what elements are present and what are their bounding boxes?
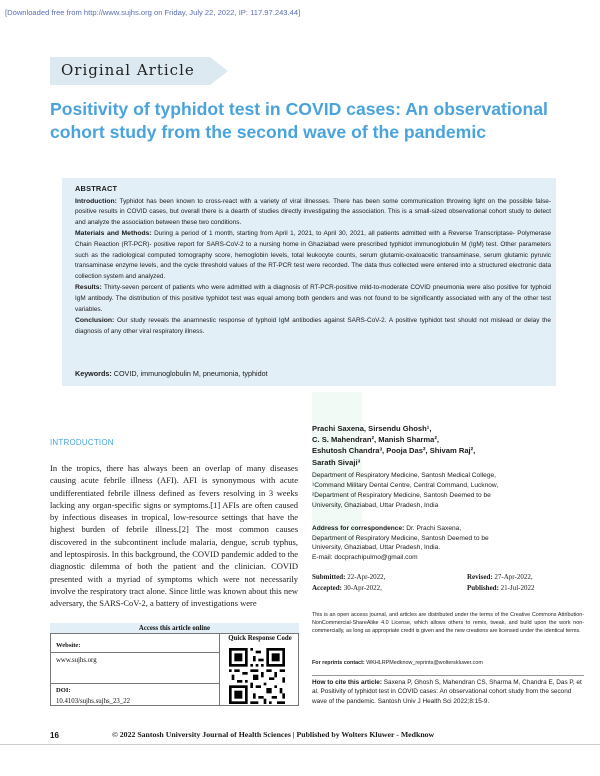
affiliation-line: Department of Respiratory Medicine, Santosh Medical College,: [312, 472, 496, 479]
author-line: Eshutosh Chandra³, Pooja Das², Shivam Raj²,: [312, 446, 476, 456]
website-label: Website:: [56, 642, 81, 649]
correspondence-email[interactable]: E-mail: docprachipulmo@gmail.com: [312, 553, 418, 561]
abstract-introduction-text: Typhidot has been known to cross-react with a variety of viral illnesses. There has been some communication throwing light on the possible false-positive results in COVID cases, but overall there is a dearth of studies directly investigating the association. This is a small-sized observational cohort study to detect and analyze the association between these two conditions.: [75, 197, 551, 226]
abstract-conclusion: [75, 316, 551, 337]
abstract-results-text: Thirty-seven percent of patients who were admitted with a diagnosis of RT-PCR-positive mild-to-moderate COVID pneumonia were also positive for typhoid IgM antibody. The distribution of this positive typhidot test was equal among both genders and was not found to be significantly associated with any of the other test variables.: [75, 284, 551, 313]
citation-label: How to cite this article:: [312, 679, 382, 686]
access-online-header: Access this article online: [50, 623, 299, 634]
doi-link[interactable]: 10.4103/sujhs.sujhs_23_22: [56, 698, 131, 705]
correspondence: [312, 524, 582, 562]
qr-code-label: Quick Response Code: [228, 635, 292, 642]
citation-text: Saxena P, Ghosh S, Mahendran CS, Sharma M, Chandra E, Das P, et al. Positivity of typhidot test in COVID cases: An observational cohort study from the second wave of the pandemic. Santosh Univ J Health Sci 2022;8:15-9.: [312, 679, 582, 705]
author-line: Prachi Saxena, Sirsendu Ghosh¹,: [312, 424, 432, 433]
divider: [219, 634, 220, 706]
article-title: Positivity of typhidot test in COVID cases: An observational cohort study from the second wave of the pandemic: [50, 99, 548, 142]
dates-row: [312, 572, 582, 583]
submitted-label: Submitted:: [312, 573, 346, 581]
submitted-date: [312, 572, 467, 583]
affiliations: [312, 471, 586, 511]
published-date: [467, 583, 535, 594]
affiliation-line: University, Ghaziabad, Uttar Pradesh, India: [312, 502, 439, 509]
divider: [50, 683, 219, 684]
introduction-heading: INTRODUCTION: [50, 438, 114, 447]
accepted-label: Accepted:: [312, 583, 342, 592]
reprints-email[interactable]: WKHLRPMedknow_reprints@wolterskluwer.com: [366, 660, 483, 666]
abstract-methods-label: Materials and Methods:: [75, 230, 152, 238]
abstract-heading: ABSTRACT: [75, 184, 118, 193]
website-link[interactable]: www.sujhs.org: [56, 657, 97, 664]
correspondence-name: Dr. Prachi Saxena,: [406, 525, 462, 532]
keywords-text: COVID, immunoglobulin M, pneumonia, typhidot: [113, 369, 268, 378]
download-banner: [Downloaded free from http://www.sujhs.org on Friday, July 22, 2022, IP: 117.97.243.44]: [5, 8, 301, 17]
keywords-label: Keywords:: [75, 369, 112, 378]
author-line: Sarath Sivaji³: [312, 457, 361, 467]
correspondence-label: Address for correspondence:: [312, 525, 405, 532]
footer-divider: [0, 744, 600, 745]
footer-copyright: © 2022 Santosh University Journal of Health Sciences | Published by Wolters Kluwer - Medknow: [112, 730, 435, 739]
revised-label: Revised:: [467, 573, 493, 581]
revised-date: [467, 572, 533, 583]
introduction-text: In the tropics, there has always been an overlap of many diseases causing acute febrile illness (AFI). AFI is synonymous with acute undifferentiated febrile illness defined as fevers resolving in 3 weeks lacking any organ-specific signs or symptoms.[1] AFIs are often caused by infectious diseases in tropical, low-resource settings that have the highest burden of febrile illness.[2] The most common causes discovered in the subcontinent include malaria, dengue, scrub typhus, and leptospirosis. In this background, the COVID pandemic added to the diagnostic dilemma of both the patient and the clinician. COVID presented with a myriad of symptoms which were not necessarily involve the respiratory tract alone. Since little was known about this new adversary, the SARS-CoV-2, a battery of investigations were: [50, 463, 298, 609]
qr-code[interactable]: [229, 648, 285, 704]
author-list: [312, 423, 582, 468]
abstract-results: [75, 283, 551, 315]
reprints-label: For reprints contact:: [312, 660, 365, 666]
submitted-value: 22-Apr-2022,: [347, 573, 386, 581]
citation: [312, 678, 584, 706]
abstract-methods-text: During a period of 1 month, starting from April 1, 2021, to April 30, 2021, all patients admitted with a Reverse Transcriptase- Polymerase Chain Reaction (RT-PCR)- positive report for SARS-CoV-2 to a nursing home in Ghaziabad were prescribed typhidot immunoglobulin M (IgM) test. Other parameters such as the radiological computed tomography score, hemoglobin levels, total leukocyte counts, serum glutamic-oxaloacetic transaminase, serum glutamic pyruvic transaminase enzyme levels, and the cycle threshold values of the RT-PCR test were recorded. The data thus collected were entered into a structured electronic data collection system and analyzed.: [75, 230, 551, 280]
correspondence-line: Department of Respiratory Medicine, Santosh Deemed to be: [312, 534, 489, 542]
license-text: This is an open access journal, and articles are distributed under the terms of the Creative Commons Attribution-NonCommercial-ShareAlike 4.0 License, which allows others to remix, tweak, and build upon the work non-commercially, as long as appropriate credit is given and the new creations are licensed under the identical terms.: [312, 612, 584, 635]
page-number: 16: [50, 731, 59, 740]
published-label: Published:: [467, 583, 499, 592]
affiliation-line: ²Department of Respiratory Medicine, Santosh Deemed to be: [312, 492, 491, 499]
abstract-introduction: [75, 197, 551, 229]
accepted-date: [312, 583, 467, 594]
abstract-introduction-label: Introduction:: [75, 197, 117, 205]
correspondence-line: University, Ghaziabad, Uttar Pradesh, India.: [312, 544, 441, 552]
affiliation-line: ¹Command Military Dental Centre, Central Command, Lucknow,: [312, 482, 499, 489]
abstract-methods: [75, 229, 551, 282]
divider: [312, 675, 584, 676]
published-value: 21-Jul-2022: [500, 583, 535, 592]
revised-value: 27-Apr-2022,: [494, 573, 533, 581]
accepted-value: 30-Apr-2022,: [343, 583, 382, 592]
correspondence-line: [312, 524, 582, 534]
abstract-conclusion-label: Conclusion:: [75, 317, 115, 325]
author-line: C. S. Mahendran², Manish Sharma²,: [312, 435, 440, 445]
reprints-contact: [312, 660, 483, 666]
article-type-label: Original Article: [61, 61, 195, 79]
abstract-conclusion-text: Our study reveals the anamnestic response of typhoid IgM antibodies against SARS-CoV-2. A positive typhidot test should not mislead or delay the diagnosis of any other viral respiratory illness.: [75, 317, 551, 335]
doi-label: DOI:: [56, 687, 71, 694]
dates-row: [312, 583, 582, 594]
abstract: [75, 184, 551, 338]
keywords: [75, 369, 268, 378]
abstract-results-label: Results:: [75, 284, 102, 292]
article-dates: [312, 572, 582, 593]
divider: [50, 652, 219, 653]
